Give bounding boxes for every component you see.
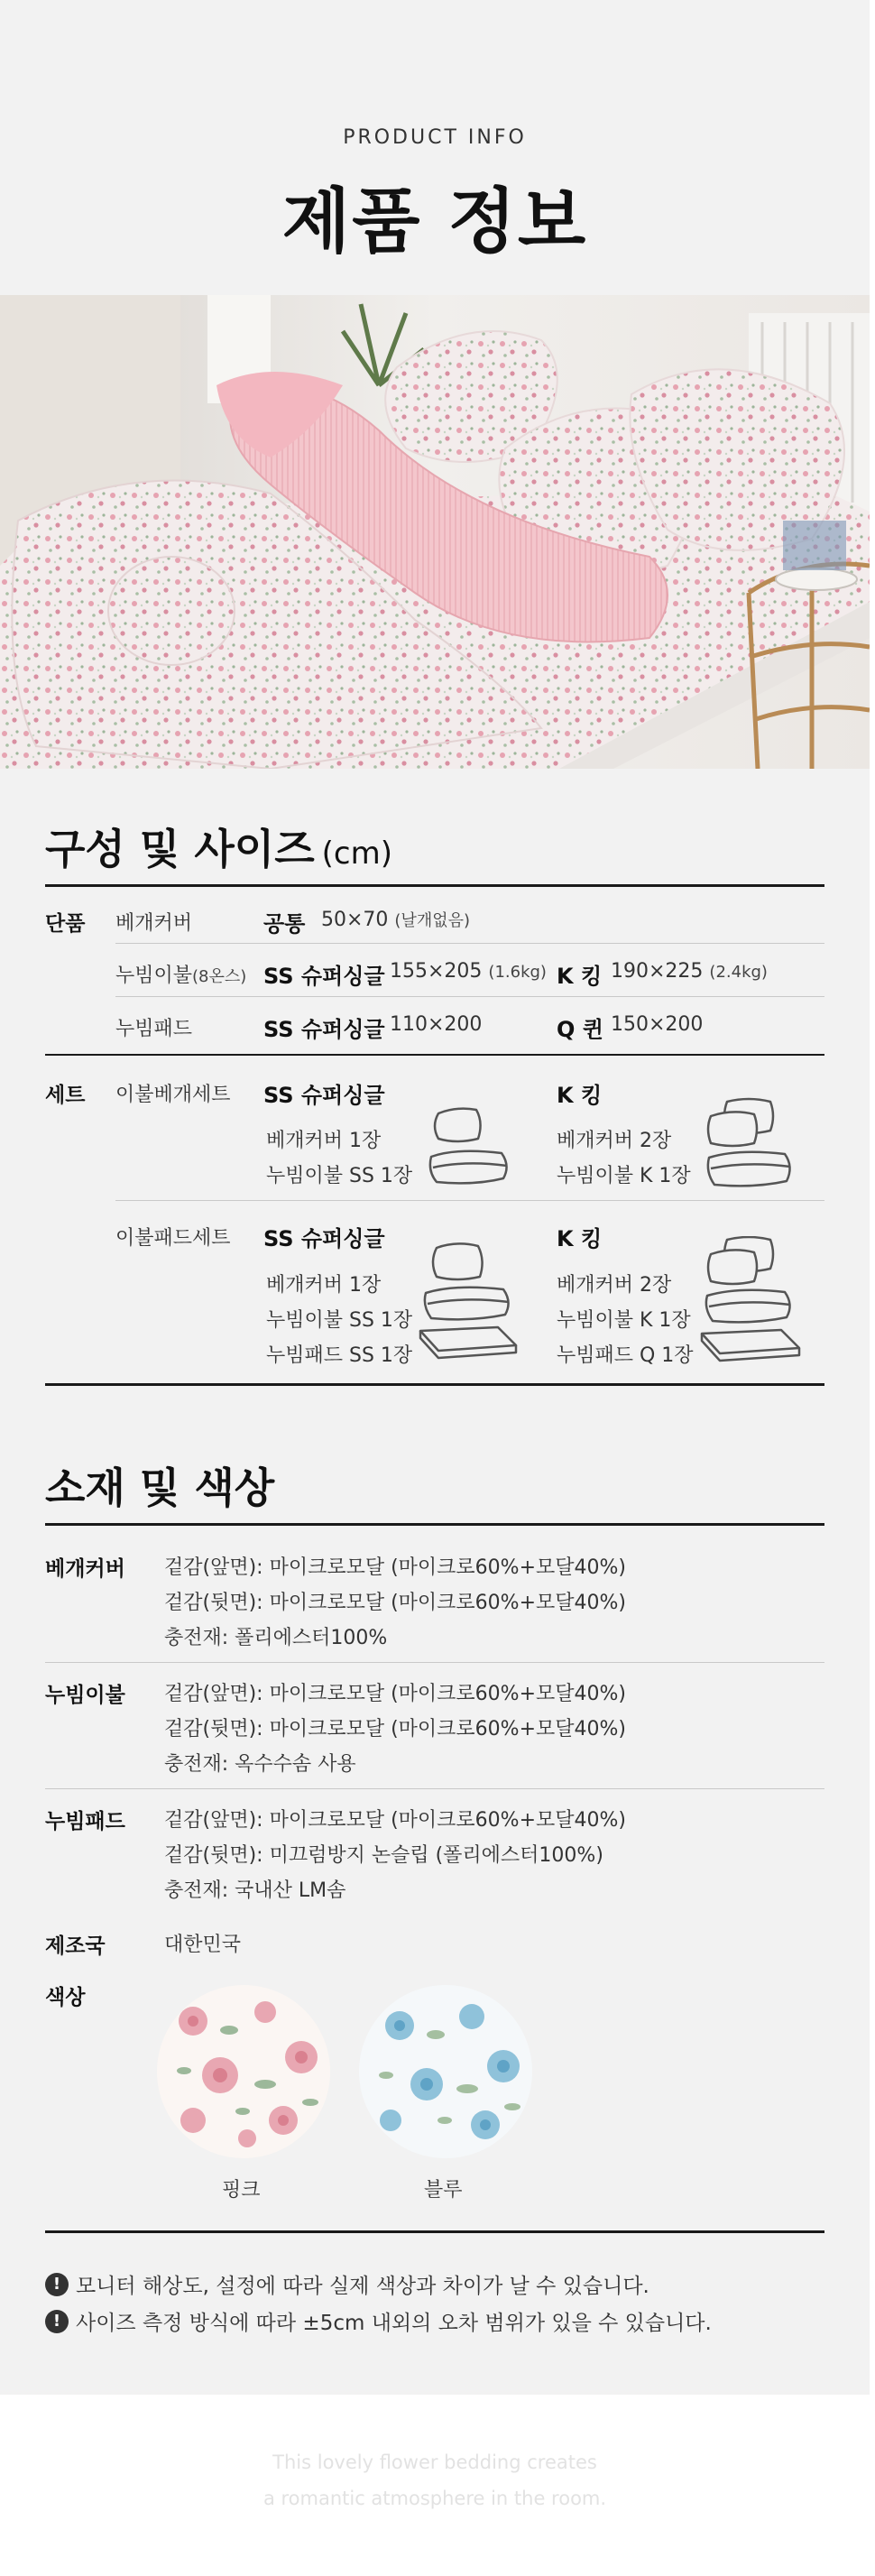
page-title: 제품 정보	[281, 181, 588, 263]
row-name-note: (8온스)	[192, 967, 247, 986]
set-right-item: 누빔패드 Q 1장	[557, 1344, 694, 1367]
row-name-text: 누빔이불	[115, 965, 193, 987]
row-divider	[115, 943, 824, 944]
notice-text: 사이즈 측정 방식에 따라 ±5cm 내외의 오차 범위가 있을 수 있습니다.	[76, 2312, 712, 2335]
set-left-item: 누빔이불 SS 1장	[266, 1165, 413, 1187]
material-line: 겉감(뒷면): 마이크로모달 (마이크로60%+모달40%)	[164, 1592, 626, 1614]
bedding-photo-illustration	[0, 295, 870, 769]
material-section-title: 소재 및 색상	[45, 1463, 275, 1512]
footer-area	[0, 2395, 875, 2576]
single-label: 단품	[45, 912, 86, 936]
material-line: 충전재: 국내산 LM솜	[164, 1879, 346, 1902]
pillow-blanket-icon	[420, 1103, 518, 1196]
set-right-item: 누빔이불 K 1장	[557, 1165, 691, 1187]
warning-icon: !	[45, 2310, 69, 2333]
right-edge	[870, 0, 875, 2395]
single-row-grade-2: Q 퀸	[557, 1017, 603, 1042]
set-left-item: 누빔패드 SS 1장	[266, 1344, 413, 1367]
size-value: 155×205	[390, 960, 483, 983]
set-left-grade: SS 슈퍼싱글	[263, 1226, 385, 1251]
size-note: (2.4kg)	[709, 963, 768, 982]
notice-item	[45, 2269, 649, 2299]
pillows-blanket-icon	[700, 1096, 799, 1197]
material-line: 충전재: 폴리에스터100%	[164, 1627, 388, 1649]
pillows-blanket-pad-icon	[696, 1236, 805, 1371]
size-section-title-text: 구성 및 사이즈	[45, 825, 315, 873]
set-right-item: 베개커버 2장	[557, 1130, 672, 1152]
set-left-grade: SS 슈퍼싱글	[263, 1083, 385, 1108]
set-right-item: 베개커버 2장	[557, 1274, 672, 1297]
material-label: 베개커버	[45, 1557, 125, 1581]
single-row-name: 베개커버	[115, 912, 193, 935]
set-left-item: 베개커버 1장	[266, 1274, 382, 1297]
warning-icon: !	[45, 2273, 69, 2296]
pink-swatch-label: 핑크	[222, 2179, 261, 2202]
set-right-item: 누빔이불 K 1장	[557, 1309, 691, 1332]
material-line: 겉감(앞면): 마이크로모달 (마이크로60%+모달40%)	[164, 1556, 626, 1579]
origin-label: 제조국	[45, 1934, 106, 1958]
single-row-name: 누빔패드	[115, 1018, 193, 1040]
single-row-size-2	[611, 960, 768, 983]
material-label: 누빔패드	[45, 1810, 125, 1833]
single-row-size	[321, 908, 470, 931]
notice-item	[45, 2306, 712, 2336]
size-table-bottom-rule	[45, 1383, 824, 1386]
pillow-blanket-pad-icon	[415, 1241, 521, 1371]
blue-swatch-label: 블루	[424, 2179, 463, 2202]
size-value: 190×225	[611, 960, 704, 983]
single-row-grade: SS 슈퍼싱글	[263, 964, 385, 989]
size-section-title	[45, 817, 392, 876]
section-divider	[45, 1054, 824, 1056]
single-row-size: 110×200	[390, 1013, 483, 1036]
material-divider	[45, 1662, 824, 1663]
single-row-grade-2: K 킹	[557, 964, 603, 989]
set-divider	[115, 1200, 824, 1201]
set-left-item: 누빔이불 SS 1장	[266, 1309, 413, 1332]
material-line: 겉감(뒷면): 미끄럼방지 논슬립 (폴리에스터100%)	[164, 1844, 603, 1867]
size-note: (1.6kg)	[488, 963, 547, 982]
material-bottom-rule	[45, 2230, 824, 2233]
notice-text: 모니터 해상도, 설정에 따라 실제 색상과 차이가 날 수 있습니다.	[76, 2275, 649, 2298]
material-line: 겉감(앞면): 마이크로모달 (마이크로60%+모달40%)	[164, 1683, 626, 1705]
size-unit: (cm)	[321, 836, 392, 872]
set-right-grade: K 킹	[557, 1083, 603, 1108]
pink-swatch	[157, 1985, 330, 2158]
size-value: 50×70	[321, 909, 389, 931]
size-table-top-rule	[45, 884, 824, 887]
set-right-grade: K 킹	[557, 1226, 603, 1251]
product-photo	[0, 295, 870, 769]
tagline-line: a romantic atmosphere in the room.	[262, 2488, 607, 2509]
material-line: 겉감(뒷면): 마이크로모달 (마이크로60%+모달40%)	[164, 1718, 626, 1740]
material-divider	[45, 1788, 824, 1789]
material-label: 누빔이불	[45, 1684, 125, 1707]
material-top-rule	[45, 1523, 824, 1526]
blue-swatch	[359, 1985, 532, 2158]
single-row-grade: SS 슈퍼싱글	[263, 1017, 385, 1042]
color-label: 색상	[45, 1986, 86, 2009]
set-group-name: 이불베개세트	[115, 1084, 231, 1106]
single-row-name	[115, 960, 246, 988]
material-line: 충전재: 옥수수솜 사용	[164, 1753, 356, 1776]
set-label: 세트	[45, 1084, 86, 1107]
size-note: (날개없음)	[394, 911, 471, 930]
origin-value: 대한민국	[164, 1934, 242, 1956]
material-line: 겉감(앞면): 마이크로모달 (마이크로60%+모달40%)	[164, 1809, 626, 1832]
single-row-grade: 공통	[263, 911, 306, 937]
set-left-item: 베개커버 1장	[266, 1130, 382, 1152]
section-eyebrow: PRODUCT INFO	[343, 126, 527, 149]
tagline-line: This lovely flower bedding creates	[272, 2451, 597, 2473]
set-group-name: 이불패드세트	[115, 1227, 231, 1250]
single-row-size-2: 150×200	[611, 1013, 704, 1036]
single-row-size	[390, 960, 547, 983]
row-divider	[115, 996, 824, 997]
